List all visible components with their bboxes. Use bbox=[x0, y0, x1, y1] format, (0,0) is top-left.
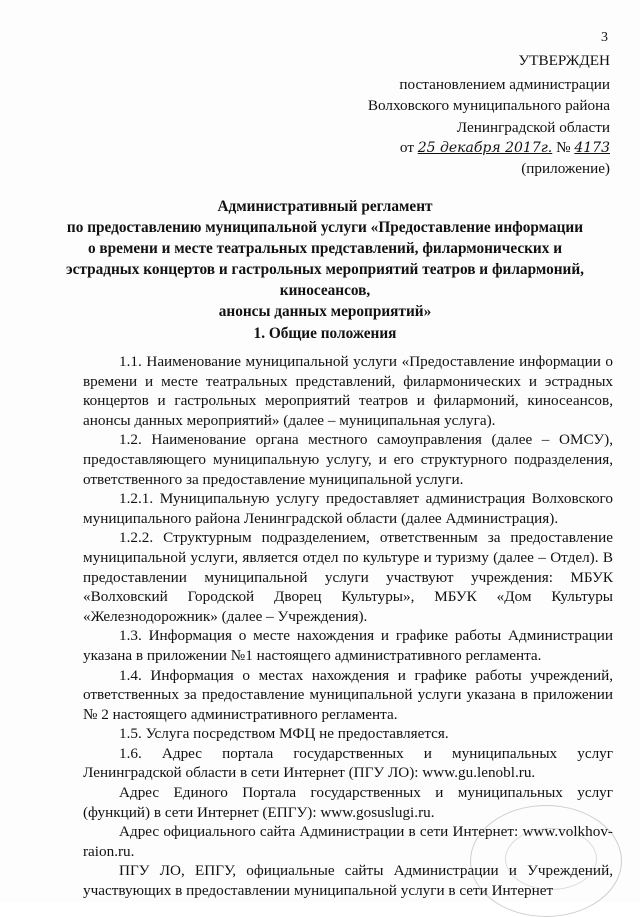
approval-line-2: Волховского муниципального района bbox=[367, 97, 610, 114]
number-label: № bbox=[556, 139, 571, 156]
paragraph: 1.1. Наименование муниципальной услуги «Предоставление информации о времени и месте театральных представлений, филармонических и эстрадных концертов и гастрольных мероприятий театров и филармоний, киносеансов, анонсы данных мероприятий» (далее – муниципальная услуга). bbox=[83, 353, 613, 429]
paragraph: 1.2.1. Муниципальную услугу предоставляет администрация Волховского муниципального района Ленинградской области (далее Администрация). bbox=[83, 490, 613, 527]
paragraph: 1.3. Информация о месте нахождения и графике работы Администрации указана в приложении №1 настоящего административного регламента. bbox=[83, 627, 613, 664]
paragraph: Адрес официального сайта Администрации в сети Интернет: www.volkhov-raion.ru. bbox=[83, 823, 613, 860]
paragraph: 1.5. Услуга посредством МФЦ не предоставляется. bbox=[119, 725, 449, 743]
from-label: от bbox=[399, 139, 414, 156]
paragraph: 1.2. Наименование органа местного самоуправления (далее – ОМСУ), предоставляющего муниципальную услугу, и его структурного подразделения, ответственного за предоставление муниципальной услуги. bbox=[83, 431, 613, 488]
paragraph: Адрес Единого Портала государственных и муниципальных услуг (функций) в сети Интернет (ЕПГУ): www.gosuslugi.ru. bbox=[83, 784, 613, 821]
title-line: анонсы данных мероприятий» bbox=[218, 303, 432, 320]
approval-date-line bbox=[400, 139, 610, 157]
approval-line-3: Ленинградской области bbox=[456, 119, 610, 136]
approval-line-1: постановлением администрации bbox=[399, 76, 610, 93]
approval-title: УТВЕРЖДЕН bbox=[518, 52, 610, 69]
paragraph: 1.2.2. Структурным подразделением, ответственным за предоставление муниципальной услуги, является отдел по культуре и туризму (далее – Отдел). В предоставлении муниципальной услуги участвуют учреждения: МБУК «Волховский Городской Дворец Культуры», МБУК «Дом Культуры «Железнодорожник» (далее – Учреждения). bbox=[83, 529, 613, 625]
paragraph: ПГУ ЛО, ЕПГУ, официальные сайты Администрации и Учреждений, участвующих в предоставлении муниципальной услуги в сети Интернет bbox=[83, 862, 613, 900]
title-line: по предоставлению муниципальной услуги «Предоставление информации bbox=[66, 219, 584, 236]
page-number: 3 bbox=[601, 30, 608, 45]
section-heading: 1. Общие положения bbox=[253, 325, 397, 342]
title-line: Административный регламент bbox=[217, 198, 433, 215]
paragraph: 1.4. Информация о местах нахождения и графике работы учреждений, ответственных за предоставление муниципальной услуги указана в приложении № 2 настоящего административного регламента. bbox=[83, 666, 613, 723]
title-line: о времени и месте театральных представлений, филармонических и bbox=[87, 240, 563, 257]
official-stamp-inner-ring bbox=[505, 828, 597, 890]
handwritten-number: 4173 bbox=[574, 140, 610, 156]
regulation-title bbox=[60, 196, 590, 322]
approval-attachment: (приложение) bbox=[521, 160, 610, 177]
title-line: киносеансов, bbox=[279, 282, 371, 299]
handwritten-date: 25 декабря 2017г. bbox=[417, 140, 553, 156]
paragraph: 1.6. Адрес портала государственных и муниципальных услуг Ленинградской области в сети Интернет (ПГУ ЛО): www.gu.lenobl.ru. bbox=[83, 744, 613, 782]
title-line: эстрадных концертов и гастрольных мероприятий театров и филармоний, bbox=[66, 261, 584, 278]
